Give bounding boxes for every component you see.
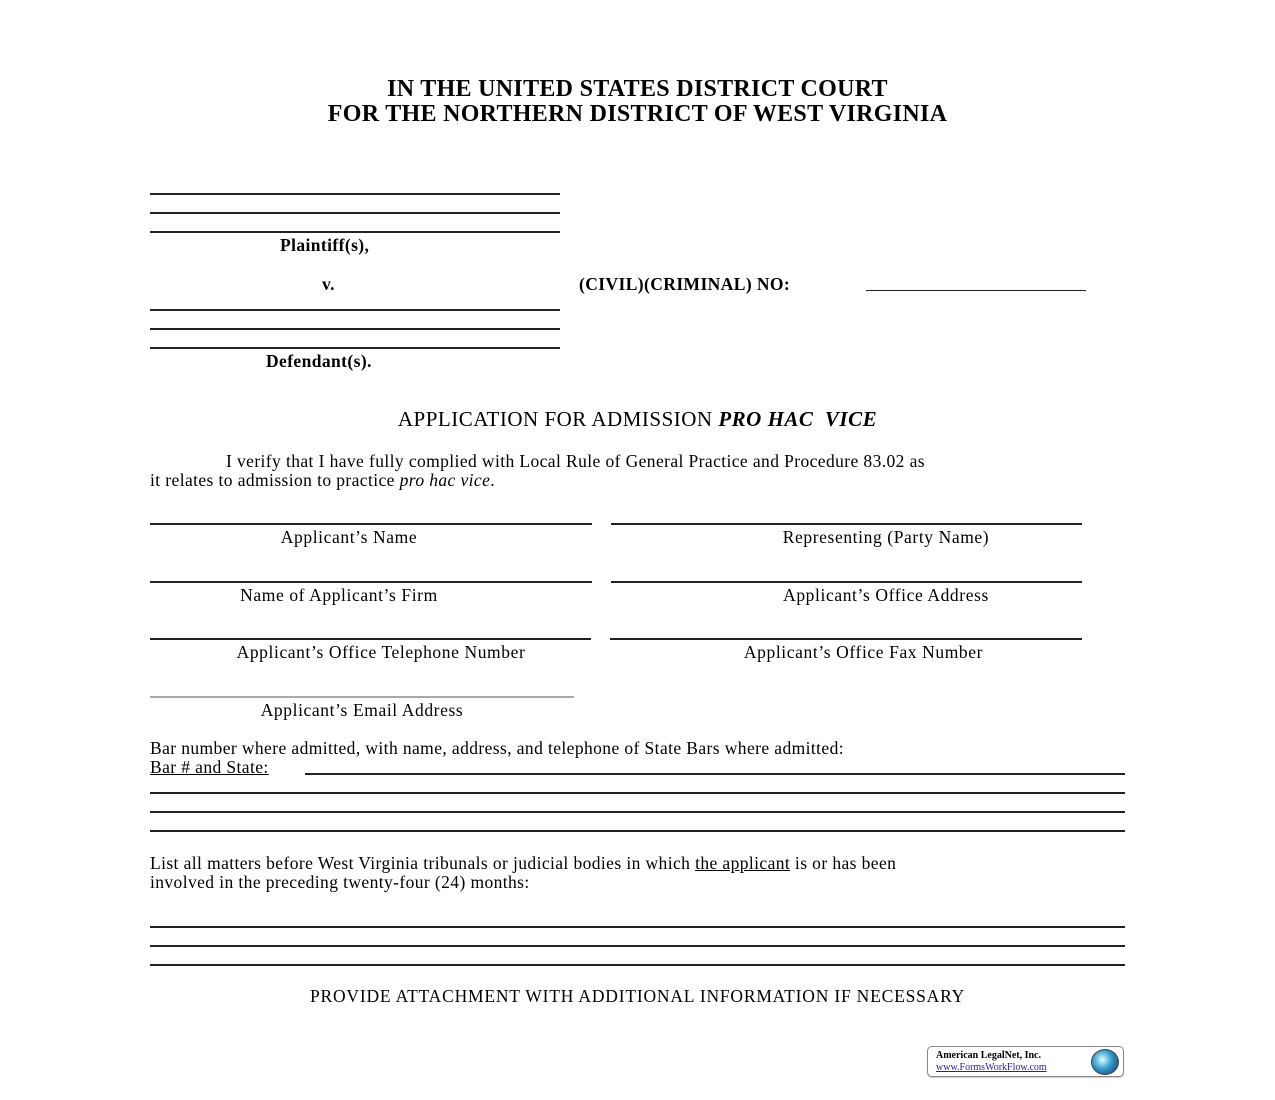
representing-field[interactable] <box>611 523 1082 525</box>
case-number-field[interactable] <box>866 290 1086 291</box>
applicant-name-label: Applicant’s Name <box>280 527 418 547</box>
bar-instruction: Bar number where admitted, with name, address, and telephone of State Bars where admitted: <box>150 738 844 758</box>
form-title-main: APPLICATION FOR ADMISSION <box>397 407 713 431</box>
defendant-label: Defendant(s). <box>266 351 372 371</box>
form-title <box>0 407 1275 432</box>
email-label: Applicant’s Email Address <box>260 700 464 720</box>
plaintiff-line-1[interactable] <box>150 193 560 195</box>
matters-line-3[interactable] <box>150 964 1125 966</box>
publisher-logo[interactable] <box>927 1046 1124 1077</box>
office-fax-label: Applicant’s Office Fax Number <box>743 642 984 662</box>
office-phone-field[interactable] <box>150 638 591 640</box>
verification-line1: I verify that I have fully complied with Local Rule of General Practice and Procedure 83.02 as <box>226 451 925 471</box>
logo-company-name: American LegalNet, Inc. <box>936 1050 1041 1061</box>
email-field[interactable] <box>150 696 574 698</box>
representing-label: Representing (Party Name) <box>782 527 990 547</box>
defendant-line-2[interactable] <box>150 328 560 330</box>
office-address-field[interactable] <box>611 581 1082 583</box>
case-number-label: (CIVIL)(CRIMINAL) NO: <box>579 274 791 294</box>
bar-line-1[interactable] <box>305 773 1125 775</box>
bar-line-2[interactable] <box>150 792 1125 794</box>
office-address-label: Applicant’s Office Address <box>783 585 989 605</box>
defendant-line-3[interactable] <box>150 347 560 349</box>
matters-line1: List all matters before West Virginia tribunals or judicial bodies in which the applicant is or has been <box>150 853 897 873</box>
bar-line-4[interactable] <box>150 830 1125 832</box>
plaintiff-line-2[interactable] <box>150 212 560 214</box>
firm-name-field[interactable] <box>150 581 592 583</box>
form-title-italic: PRO HAC VICE <box>718 407 878 431</box>
matters-line2: involved in the preceding twenty-four (24) months: <box>150 872 530 892</box>
bar-line-3[interactable] <box>150 811 1125 813</box>
globe-icon <box>1091 1049 1119 1075</box>
matters-line-2[interactable] <box>150 945 1125 947</box>
office-phone-label: Applicant’s Office Telephone Number <box>236 642 526 662</box>
firm-name-label: Name of Applicant’s Firm <box>240 585 438 605</box>
court-name-line1: IN THE UNITED STATES DISTRICT COURT <box>387 76 888 102</box>
logo-url-link[interactable]: www.FormsWorkFlow.com <box>936 1062 1047 1073</box>
plaintiff-label: Plaintiff(s), <box>280 235 370 255</box>
defendant-line-1[interactable] <box>150 309 560 311</box>
matters-line-1[interactable] <box>150 926 1125 928</box>
office-fax-field[interactable] <box>610 638 1082 640</box>
court-name-line2: FOR THE NORTHERN DISTRICT OF WEST VIRGINIA <box>327 101 948 127</box>
attachment-note: PROVIDE ATTACHMENT WITH ADDITIONAL INFORMATION IF NECESSARY <box>309 986 966 1006</box>
bar-state-label: Bar # and State: <box>150 757 269 777</box>
applicant-name-field[interactable] <box>150 523 592 525</box>
verification-line2: it relates to admission to practice pro hac vice. <box>150 470 496 490</box>
plaintiff-line-3[interactable] <box>150 231 560 233</box>
versus-label: v. <box>322 274 335 294</box>
